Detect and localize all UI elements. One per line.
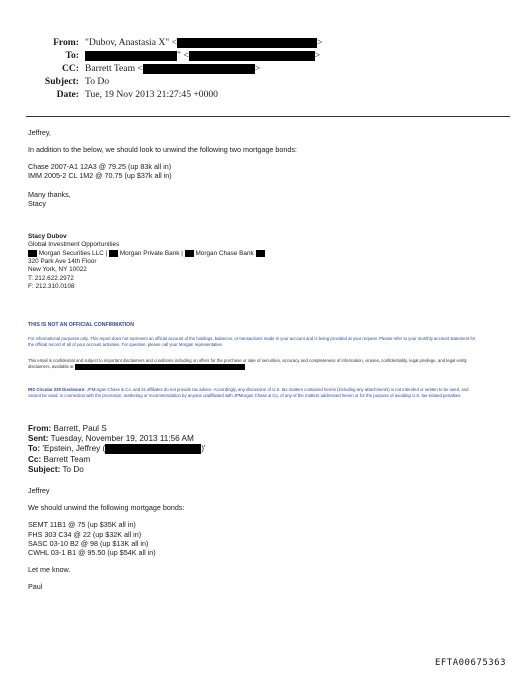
redaction-bar — [28, 250, 37, 257]
cc-row: CC: Barrett Team < > — [61, 63, 261, 74]
greeting: Jeffrey — [28, 486, 50, 495]
subject-row — [0, 75, 512, 88]
bond-line: IMM 2005-2 CL 1M2 @ 70.75 (up $37k all in) — [28, 171, 172, 180]
bond-line: Chase 2007-A1 12A3 @ 79.25 (up 83k all in) — [28, 162, 172, 171]
forwarded-header — [28, 424, 206, 475]
from-row: From: "Dubov, Anastasia X" < > — [53, 37, 323, 48]
signature-fax: F: 212.310.0108 — [28, 282, 75, 290]
redaction-bar — [143, 64, 255, 74]
subject-label: Subject: — [44, 76, 79, 87]
redaction-bar — [185, 250, 194, 257]
bond-line: SASC 03-10 B2 @ 98 (up $13K all in) — [28, 538, 149, 548]
signature-phone: T: 212.622.2972 — [28, 274, 74, 282]
fwd-sent-row: Sent: Tuesday, November 19, 2013 11:56 AM — [28, 434, 194, 444]
signature-name: Stacy Dubov — [28, 233, 67, 240]
to-separator: " < — [177, 50, 189, 61]
fwd-to-row: To: 'Epstein, Jeffrey ( )' — [28, 444, 206, 454]
subject-value: To Do — [85, 76, 110, 87]
redaction-bar — [256, 250, 265, 257]
intro-text: We should unwind the following mortgage bonds: — [28, 503, 185, 513]
from-label: From: — [53, 37, 79, 48]
sign-off: Many thanks, Stacy — [28, 190, 71, 208]
email-header — [0, 36, 512, 101]
irs-disclosure: IRS Circular 230 Disclosure: JPMorgan Chase & Co. and its affiliates do not provide tax advice. Accordingly, any discussion of U.S. tax matters contained herein (including any attachments) is not intended or written to be used, and cannot be used, in connection with the promotion, marketing or recommendation by anyone unaffiliated with JPMorgan Chase & Co. of any of the matters addressed herein or for the purpose of avoiding U.S. tax-related penalties. — [28, 387, 469, 398]
redaction-bar — [85, 51, 177, 61]
message-body — [28, 128, 498, 216]
redaction-bar — [177, 38, 317, 48]
redaction-bar — [109, 250, 118, 257]
intro-text: In addition to the below, we should look to unwind the following two mortgage bonds: — [28, 145, 297, 154]
fwd-subject-row: Subject: To Do — [28, 464, 84, 474]
redaction-bar — [75, 364, 245, 370]
greeting: Jeffrey, — [28, 128, 51, 137]
bond-line: FHS 303 C34 @ 22 (up $32K all in) — [28, 529, 142, 539]
to-row: To: " < > — [65, 50, 321, 61]
signature-firms: Morgan Securities LLC | Morgan Private Bank | Morgan Chase Bank — [28, 250, 498, 258]
bond-line: SEMT 11B1 @ 75 (up $35K all in) — [28, 520, 136, 530]
fwd-from-row: From: Barrett, Paul S — [28, 424, 107, 433]
signature-block — [28, 233, 498, 291]
cc-label: CC: — [61, 63, 79, 74]
fwd-cc-row: Cc: Barrett Team — [28, 454, 91, 464]
bond-list — [28, 162, 498, 180]
document-id: EFTA00675363 — [434, 658, 506, 668]
closing-line: Let me know. — [28, 565, 71, 575]
redaction-bar — [189, 51, 315, 61]
signature-city: New York, NY 10022 — [28, 266, 87, 274]
disclaimer-title: THIS IS NOT AN OFFICIAL CONFIRMATION — [28, 322, 134, 328]
sender-name: Paul — [28, 582, 43, 592]
signature-title: Global Investment Opportunities — [28, 241, 120, 249]
date-value: Tue, 19 Nov 2013 21:27:45 +0000 — [85, 89, 218, 100]
bond-line: CWHL 03-1 B1 @ 95.50 (up $54K all in) — [28, 548, 156, 558]
header-divider — [26, 116, 510, 117]
disclaimer-text: For informational purposes only. This report does not represent an official account of the holdings, balances, or transactions made in your account and is being provided at your request. Please refer to your monthly account statement for the official record of all of your account activities. For question, please call your Morgan representative. — [28, 336, 476, 347]
date-row — [0, 88, 512, 101]
signature-address: 320 Park Ave 14th Floor — [28, 258, 97, 266]
cc-value: Barrett Team < — [85, 63, 143, 74]
from-value: "Dubov, Anastasia X" < — [85, 37, 178, 48]
to-label: To: — [65, 50, 79, 61]
bond-list — [28, 520, 488, 557]
date-label: Date: — [56, 89, 79, 100]
confidentiality-text: This email is confidential and subject to important disclaimers and conditions including on offers for the purchase or sale of securities, accuracy and completeness of information, viruses, confidentiality, legal privilege, and legal entity disclaimers, available at — [28, 358, 467, 370]
redaction-bar — [105, 444, 201, 454]
forwarded-body — [28, 486, 488, 600]
